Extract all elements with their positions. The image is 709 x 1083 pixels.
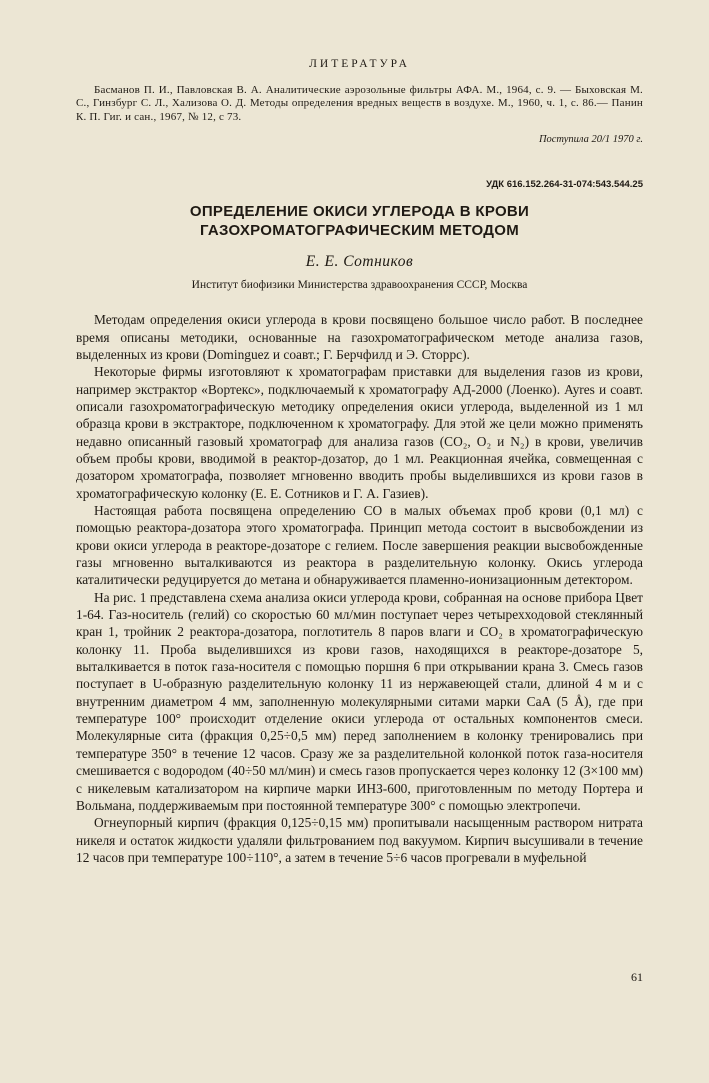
article-body xyxy=(76,311,643,866)
author-institute: Институт биофизики Министерства здравоохранения СССР, Москва xyxy=(191,279,528,292)
page-number: 61 xyxy=(631,970,643,984)
body-paragraph: Методам определения окиси углерода в крови посвящено большое число работ. В последнее время описаны методики, основанные на газохроматографическом методе анализа газов, выделенных из крови (Dominguez и соавт.; Г. Берчфилд и Э. Сторрс). xyxy=(76,312,643,362)
body-paragraph: Огнеупорный кирпич (фракция 0,125÷0,15 мм) пропитывали насыщенным раствором нитрата никеля и остаток жидкости удаляли фильтрованием под вакуумом. Кирпич высушивали в течение 12 часов при температуре 100÷110°, а затем в течение 5÷6 часов прогревали в муфельной xyxy=(76,815,643,865)
reference-list: Басманов П. И., Павловская В. А. Аналитические аэрозольные фильтры АФА. М., 1964, с. 9. — Быховская М. С., Гинзбург С. Л., Хализова О. Д. Методы определения вредных веществ в воздухе. М., 1960, ч. 1, с. 86.— Панин К. П. Гиг. и сан., 1967, № 12, с 73. xyxy=(76,84,643,123)
body-paragraph: На рис. 1 представлена схема анализа окиси углерода крови, собранная на основе прибора Цвет 1-64. Газ-носитель (гелий) со скоростью 60 мл/мин поступает через четырехходовой стеклянный кран 1, тройник 2 реактора-дозатора, поглотитель 8 паров влаги и CO₂ в хроматографическую колонку 11. Проба выделившихся из крови газов, находящихся в реакторе-дозаторе 5, выталкивается в поток газа-носителя с помощью поршня 6 при открывании крана 3. Смесь газов поступает в U-образную разделительную колонку 11 из нержавеющей стали, длиной 4 м и с внутренним диаметром 4 мм, заполненную молекулярными ситами марки CaA (5 Å), где при температуре 100° происходит отделение окиси углерода от остальных компонентов смеси. Молекулярные сита (фракция 0,25÷0,5 мм) перед заполнением в колонку тренировались при температуре 350° в течение 12 часов. Сразу же за разделительной колонкой поток газа-носителя смешивается с водородом (40÷50 мл/мин) и смесь газов пропускается через колонку 12 (3×100 мм) с никелевым катализатором на кирпиче марки ИНЗ-600, приготовленным по методу Портера и Вольмана, поддерживаемым при постоянной температуре 300° с помощью электропечи. xyxy=(76,589,643,813)
title-line-2: ГАЗОХРОМАТОГРАФИЧЕСКИМ МЕТОДОМ xyxy=(199,222,520,240)
body-paragraph: Некоторые фирмы изготовляют к хроматографам приставки для выделения газов из крови, например экстрактор «Вортекс», подключаемый к хроматографу АД-2000 (Лоенко). Ayres и соавт. описали газохроматографическую методику определения окиси углерода, выделенной из 1 мл образца крови в экстракторе, подключенном к хроматографу. Для этой же цели можно применять недавно описанный газовый хроматограф для анализа газов (CO₂, O₂ и N₂) в крови, увеличив объем пробы крови, вводимой в реактор-дозатор, до 1 мл. Реакционная ячейка, совмещенная с дозатором хроматографа, позволяет мгновенно вводить пробы выделившихся из крови газов в хроматографическую колонку (Е. Е. Сотников и Г. А. Газиев). xyxy=(76,364,643,501)
title-line-1: ОПРЕДЕЛЕНИЕ ОКИСИ УГЛЕРОДА В КРОВИ xyxy=(189,203,530,221)
body-paragraph: Настоящая работа посвящена определению CO в малых объемах проб крови (0,1 мл) с помощью реактора-дозатора этого хроматографа. Принцип метода состоит в высвобождении из крови окиси углерода в реакторе-дозаторе с гелием. После завершения реакции высвобожденные газы мгновенно выталкиваются из реактора в разделительную колонку. Окись углерода каталитически редуцируется до метана и обнаруживается пламенно-ионизационным детектором. xyxy=(76,503,643,588)
article-author: Е. Е. Сотников xyxy=(305,253,414,271)
udc-code: УДК 616.152.264-31-074:543.544.25 xyxy=(486,179,643,191)
article-title xyxy=(76,202,643,240)
literature-heading: ЛИТЕРАТУРА xyxy=(309,58,410,70)
literature-references xyxy=(76,84,643,124)
received-date: Поступила 20/1 1970 г. xyxy=(538,134,643,146)
